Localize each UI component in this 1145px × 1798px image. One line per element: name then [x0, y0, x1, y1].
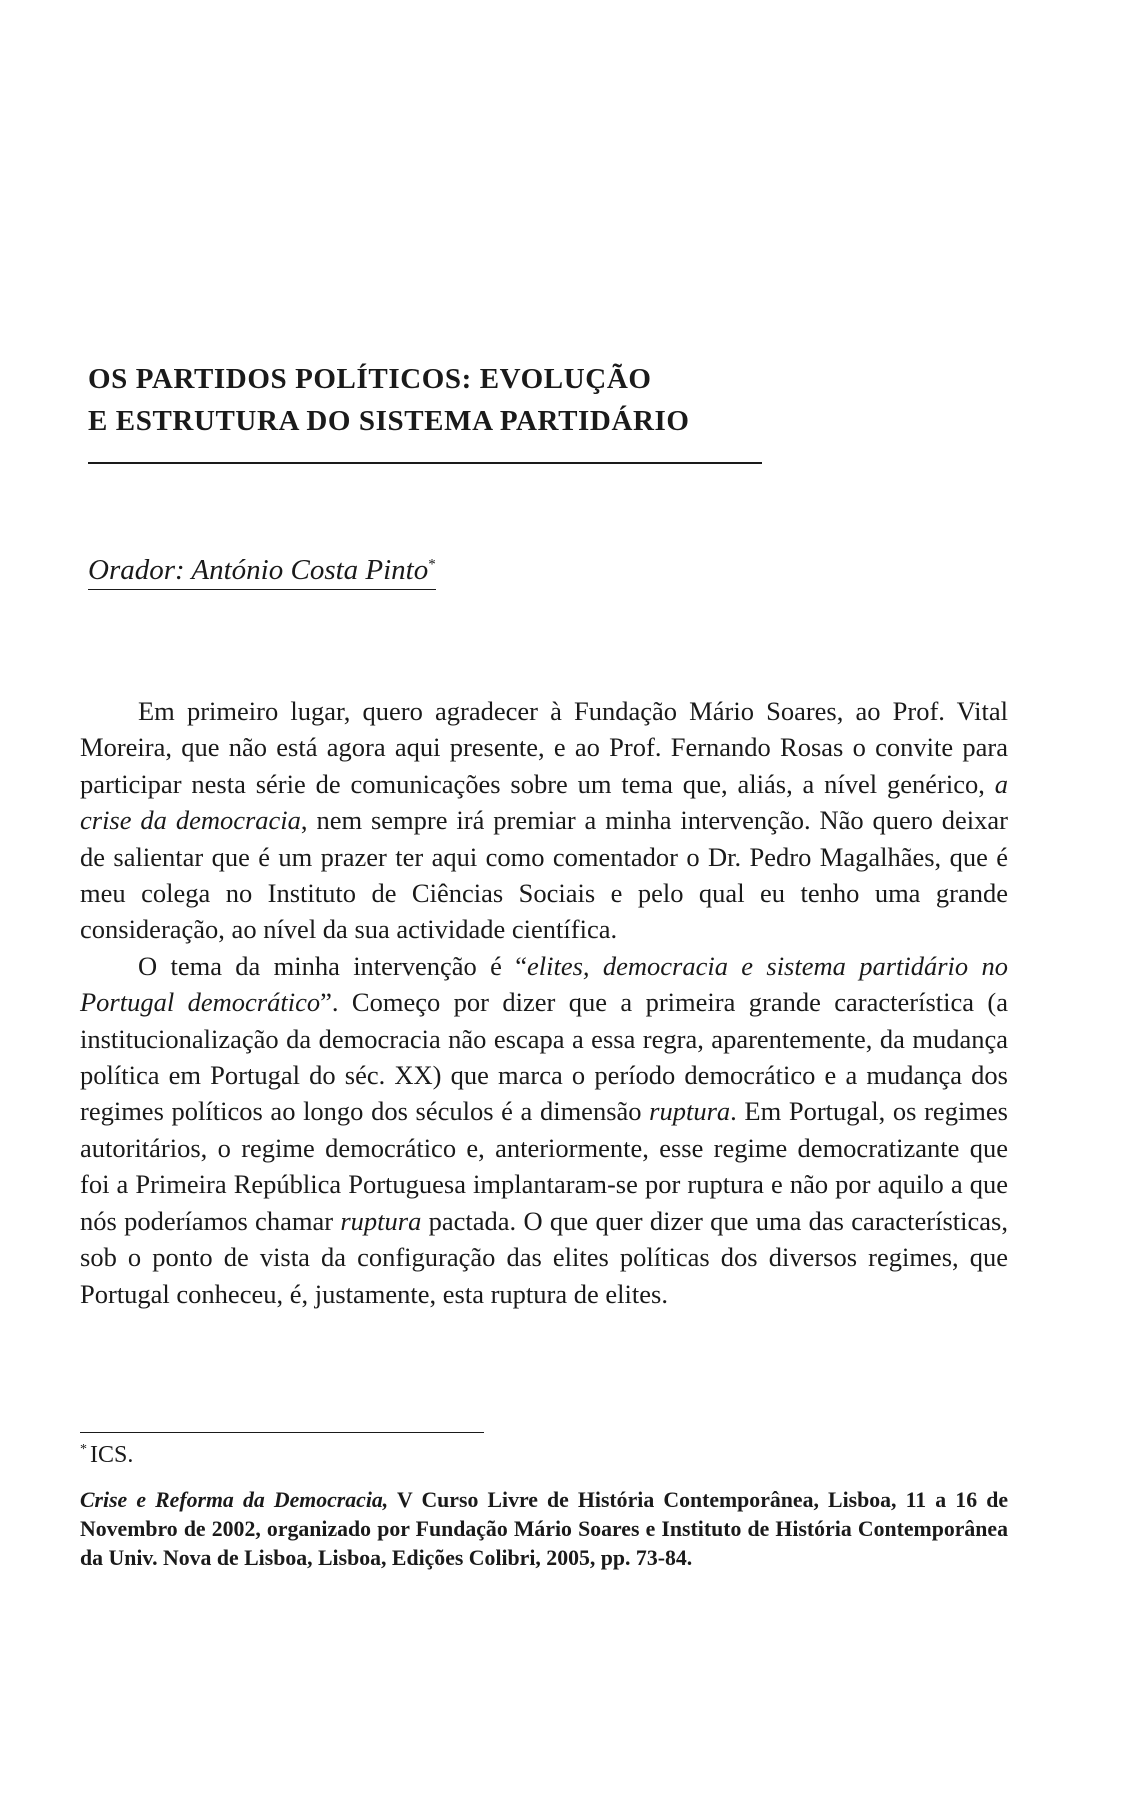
footnote-divider — [80, 1432, 484, 1433]
paragraph-1-italic: a crise da democracia — [80, 768, 1008, 836]
footnote-mark: * — [80, 1442, 87, 1457]
speaker-name: Orador: António Costa Pinto — [88, 554, 429, 586]
paragraph-2-text-b: ”. Começo por dizer que a primeira grande característica (a institucionalização da democracia não escapa a essa regra, aparentemente, da mudança política em Portugal do séc. XX) que marca o período democrático e a mudança dos regimes políticos ao longo dos séculos é a dimensão — [80, 987, 1009, 1127]
paragraph-2-italic-b: ruptura — [649, 1096, 731, 1127]
citation-title: Crise e Reforma da Democracia, — [80, 1488, 389, 1512]
chapter-title — [88, 358, 868, 442]
speaker-footnote-mark: * — [428, 556, 436, 573]
chapter-title-line-2: E ESTRUTURA DO SISTEMA PARTIDÁRIO — [88, 405, 690, 437]
title-divider — [88, 462, 762, 464]
paragraph-2-text-a: O tema da minha intervenção é “ — [138, 950, 527, 981]
paragraph-1-text-a: Em primeiro lugar, quero agradecer à Fundação Mário Soares, ao Prof. Vital Moreira, que não está agora aqui presente, e ao Prof. Fernando Rosas o convite para participar nesta série de comunicações sobre um tema que, aliás, a nível genérico, — [80, 696, 1008, 799]
source-citation — [80, 1486, 1008, 1573]
paragraph-2 — [80, 948, 1008, 1312]
paragraph-2-text-d: pactada. O que quer dizer que uma das características, sob o ponto de vista da configuração das elites políticas dos diversos regimes, que Portugal conheceu, é, justamente, esta ruptura de elites. — [80, 1205, 1008, 1309]
citation-text: V Curso Livre de História Contemporânea, Lisboa, 11 a 16 de Novembro de 2002, organizado por Fundação Mário Soares e Instituto de História Contemporânea da Univ. Nova de Lisboa, Lisboa, Edições Colibri, 2005, pp. 73-84. — [80, 1488, 1008, 1570]
body-text — [80, 693, 1008, 1312]
paragraph-1 — [80, 693, 1008, 948]
paragraph-2-text-c: . Em Portugal, os regimes autoritários, o regime democrático e, anteriormente, esse regime democratizante que foi a Primeira República Portuguesa implantaram-se por ruptura e não por aquilo a que nós poderíamos chamar — [80, 1096, 1008, 1236]
footnote-text: ICS. — [90, 1442, 134, 1468]
chapter-title-line-1: OS PARTIDOS POLÍTICOS: EVOLUÇÃO — [88, 363, 652, 395]
paragraph-2-italic-c: ruptura — [340, 1205, 422, 1236]
footnote — [80, 1440, 133, 1470]
paragraph-2-italic-a: elites, democracia e sistema partidário no Portugal democrático — [80, 950, 1008, 1018]
paragraph-1-text-b: , nem sempre irá premiar a minha intervenção. Não quero deixar de salientar que é um prazer ter aqui como comentador o Dr. Pedro Magalhães, que é meu colega no Instituto de Ciências Sociais e pelo qual eu tenho uma grande consideração, ao nível da sua actividade científica. — [80, 805, 1008, 945]
speaker-line — [88, 553, 436, 590]
